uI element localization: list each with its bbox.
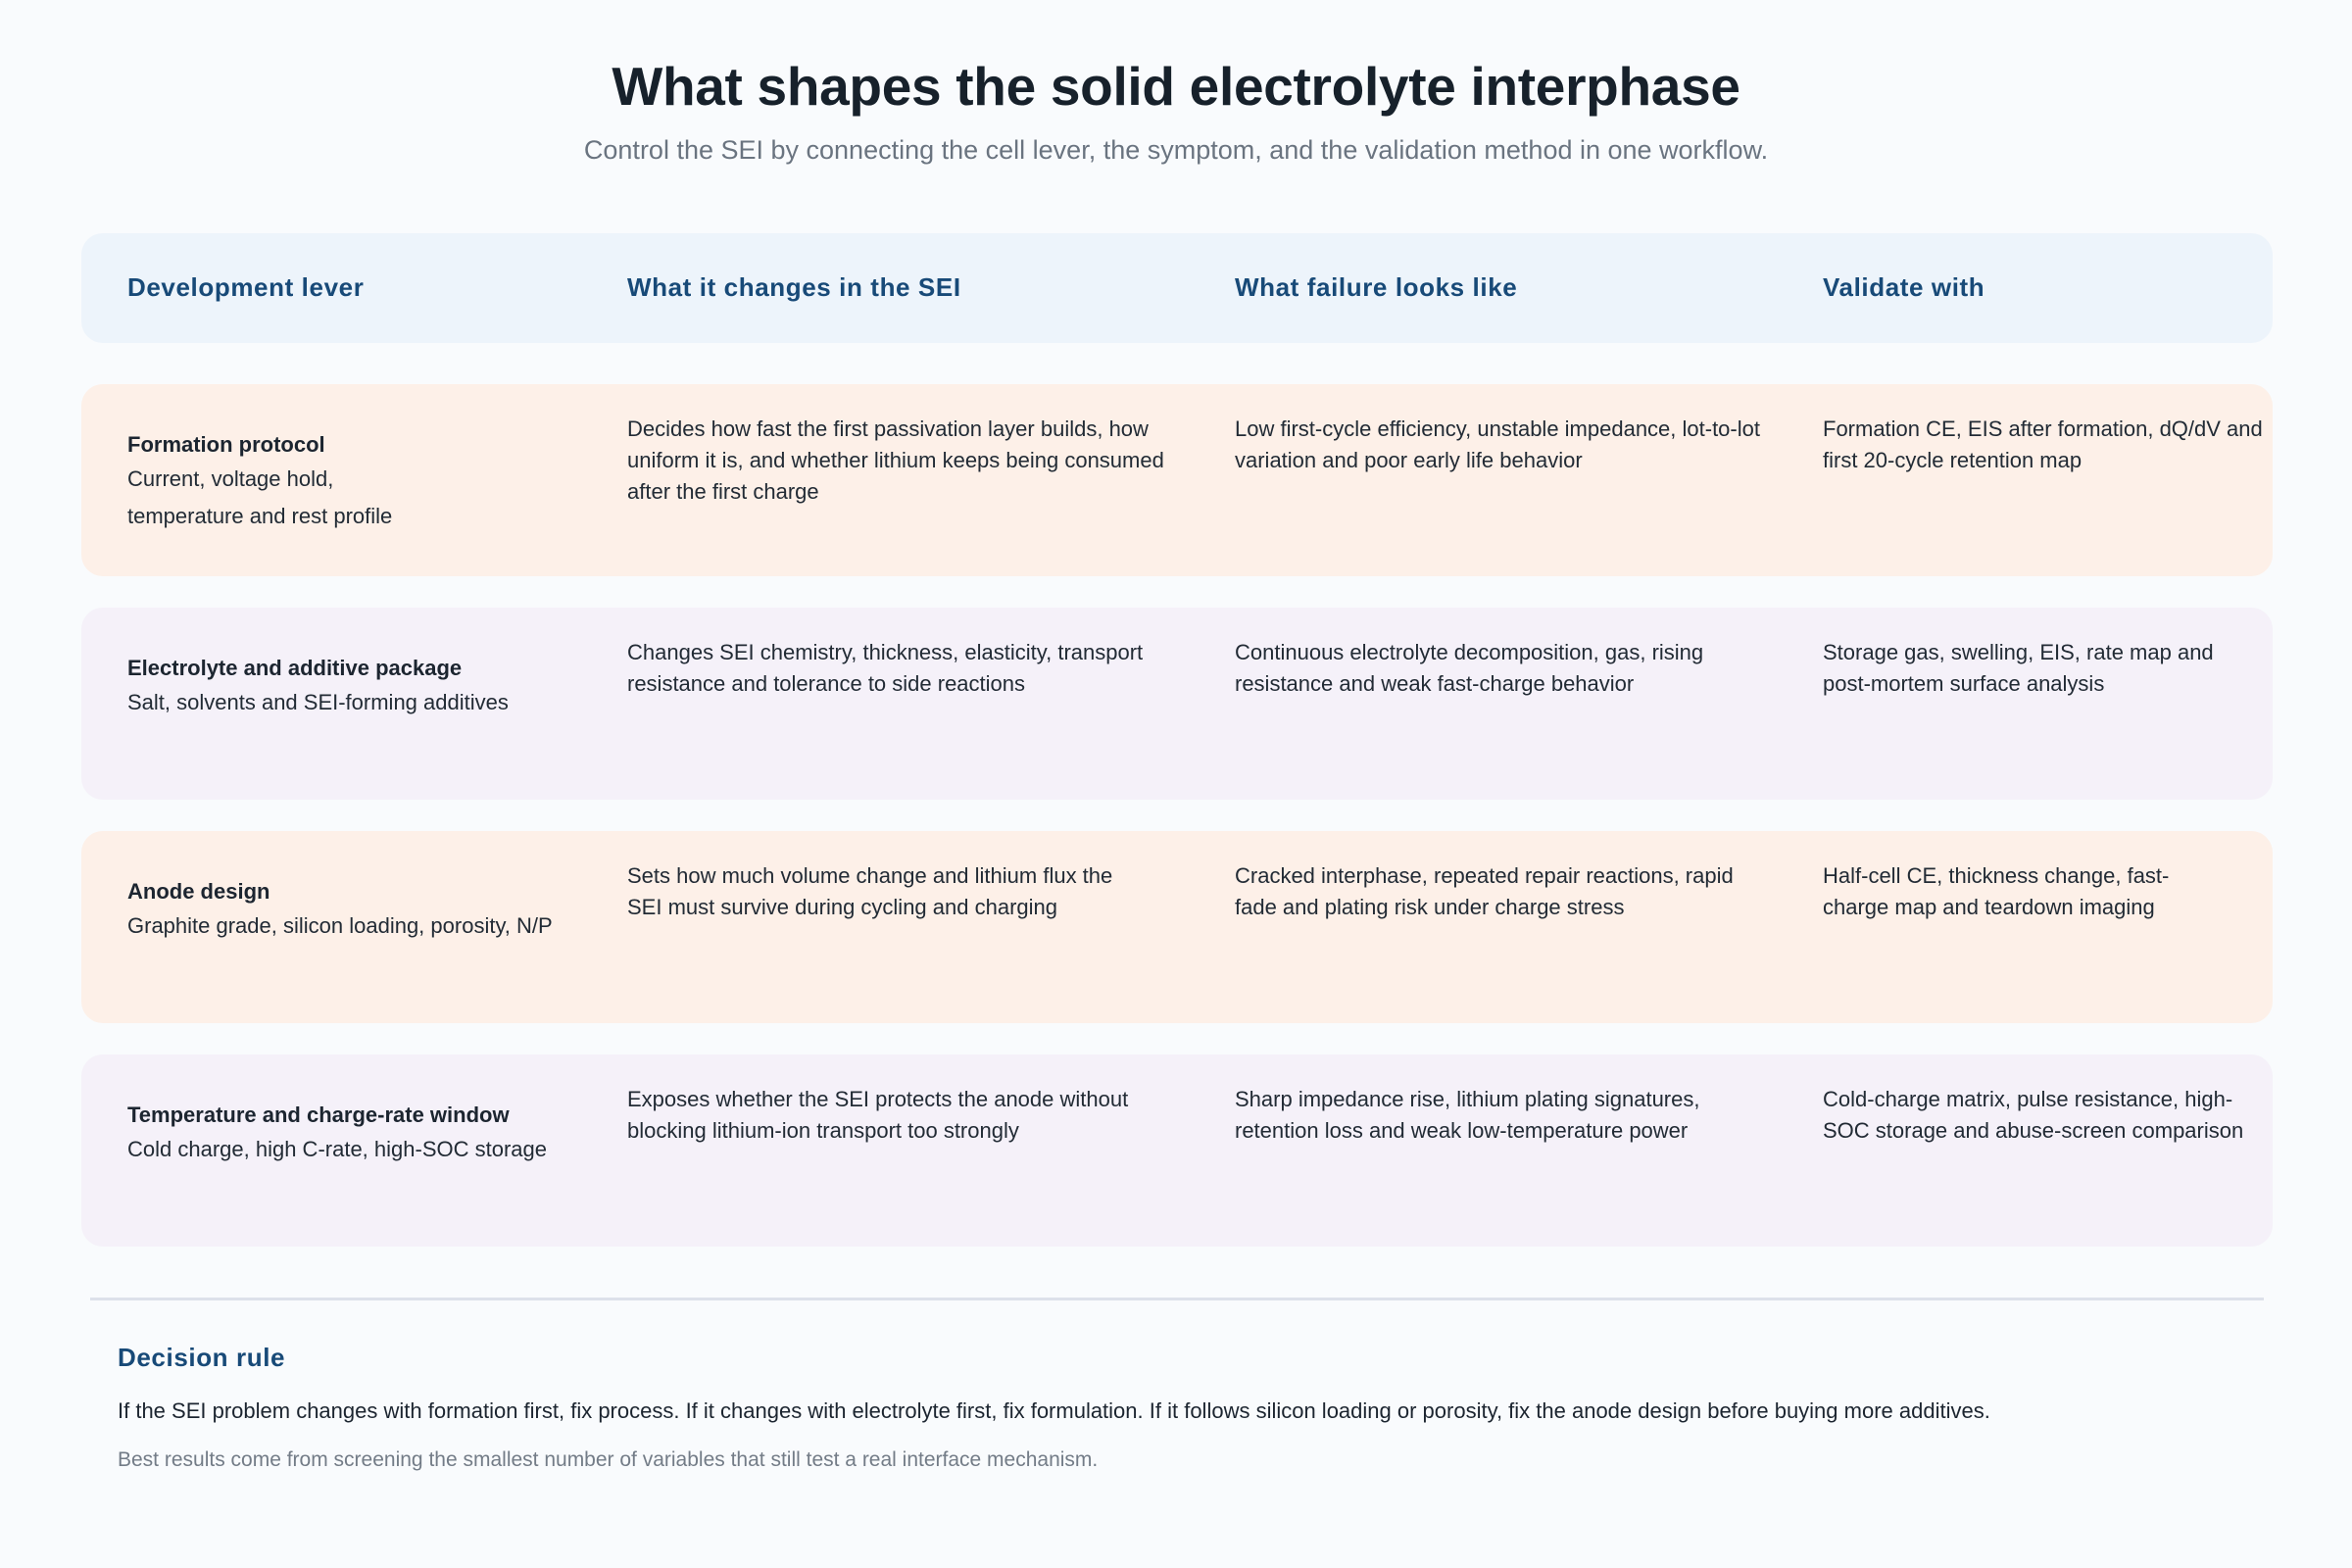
lever-detail: Graphite grade, silicon loading, porosity, N/P [127, 913, 553, 938]
sei-change-text: Decides how fast the first passivation layer builds, how uniform it is, and whether lithium keeps being consumed after the first charge [627, 416, 1164, 504]
failure-text: Cracked interphase, repeated repair reactions, rapid fade and plating risk under charge stress [1235, 863, 1734, 919]
decision-rule-text: If the SEI problem changes with formation first, fix process. If it changes with electrolyte first, fix formulation. If it follows silicon loading or porosity, fix the anode design before buying more additives. [118, 1398, 1990, 1423]
table-header [81, 233, 2273, 343]
page-title: What shapes the solid electrolyte interphase [612, 56, 1740, 117]
sei-change-text: Sets how much volume change and lithium flux the SEI must survive during cycling and charging [627, 863, 1113, 919]
failure-text: Low first-cycle efficiency, unstable impedance, lot-to-lot variation and poor early life behavior [1235, 416, 1760, 472]
column-header-failure: What failure looks like [1235, 272, 1518, 302]
failure-text: Sharp impedance rise, lithium plating signatures, retention loss and weak low-temperature power [1235, 1087, 1700, 1143]
validation-text: Formation CE, EIS after formation, dQ/dV and first 20-cycle retention map [1823, 416, 2263, 472]
lever-detail: Salt, solvents and SEI-forming additives [127, 690, 509, 714]
lever-detail: Current, voltage hold, temperature and rest profile [127, 466, 393, 528]
lever-title: Anode design [127, 879, 270, 904]
validation-text: Storage gas, swelling, EIS, rate map and post-mortem surface analysis [1823, 640, 2214, 696]
lever-title: Formation protocol [127, 432, 325, 457]
page-subtitle: Control the SEI by connecting the cell lever, the symptom, and the validation method in one workflow. [583, 135, 1769, 165]
column-header-lever: Development lever [127, 272, 365, 302]
sei-change-text: Changes SEI chemistry, thickness, elasticity, transport resistance and tolerance to side reactions [627, 640, 1144, 696]
divider [90, 1298, 2264, 1300]
sei-change-text: Exposes whether the SEI protects the anode without blocking lithium-ion transport too strongly [627, 1087, 1129, 1143]
column-header-changes: What it changes in the SEI [627, 272, 961, 302]
decision-rule-title: Decision rule [118, 1343, 286, 1372]
table-row [81, 384, 2273, 576]
validation-text: Cold-charge matrix, pulse resistance, high-SOC storage and abuse-screen comparison [1823, 1087, 2244, 1143]
table-row [81, 1054, 2273, 1247]
lever-detail: Cold charge, high C-rate, high-SOC storage [127, 1137, 547, 1161]
lever-title: Electrolyte and additive package [127, 656, 463, 680]
table-row [81, 831, 2273, 1023]
validation-text: Half-cell CE, thickness change, fast-charge map and teardown imaging [1823, 863, 2170, 919]
decision-rule-note: Best results come from screening the smallest number of variables that still test a real interface mechanism. [118, 1448, 1099, 1471]
column-header-validate: Validate with [1823, 272, 1985, 302]
lever-title: Temperature and charge-rate window [127, 1102, 510, 1127]
failure-text: Continuous electrolyte decomposition, gas, rising resistance and weak fast-charge behavior [1235, 640, 1704, 696]
table-row [81, 608, 2273, 800]
